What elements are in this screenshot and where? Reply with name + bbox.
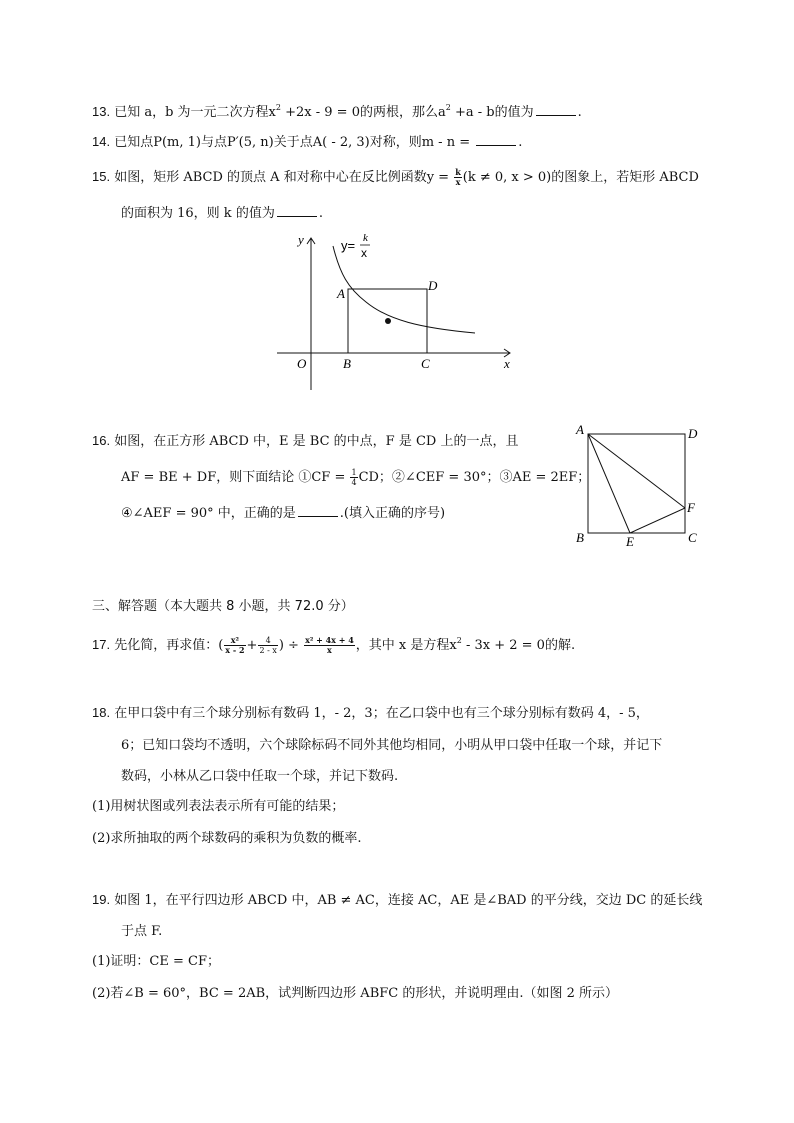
question-18-line3 [121, 768, 398, 786]
q18-part2: (2)求所抽取的两个球数码的乘积为负数的概率. [92, 831, 362, 846]
exponent: 2 [456, 636, 462, 645]
fraction-numerator: x² + 4x + 4 [305, 635, 354, 645]
question-18 [92, 704, 649, 723]
curve-label-k: k [363, 232, 368, 244]
q15-text-b: (k ≠ 0, x > 0)的图象上，若矩形 ABCD [462, 170, 699, 185]
answer-blank[interactable] [476, 133, 516, 146]
question-18-part2 [92, 830, 362, 848]
question-16-line2 [121, 468, 590, 487]
question-19-line2 [121, 923, 162, 941]
fraction-numerator: 4 [258, 636, 277, 646]
question-18-line2 [121, 737, 662, 755]
segment-ef [630, 508, 685, 533]
q18-line1: 在甲口袋中有三个球分别标有数码 1，- 2，3；在乙口袋中也有三个球分别标有数码 4，- 5， [114, 706, 649, 721]
question-number: 19. [92, 892, 111, 907]
q15-text-c: 的面积为 16，则 k 的值为 [121, 206, 275, 221]
answer-blank[interactable] [298, 504, 338, 517]
center-point [385, 318, 391, 324]
question-number: 17. [92, 637, 111, 652]
q16-text-b1: AF = BE + DF，则下面结论 ①CF = [121, 470, 350, 485]
q15-text-a: 如图，矩形 ABCD 的顶点 A 和对称中心在反比例函数y = [114, 170, 454, 185]
y-axis-label: y [298, 232, 304, 247]
point-e-label: E [626, 534, 634, 549]
q19-line2: 于点 F. [121, 924, 163, 939]
question-number: 16. [92, 433, 111, 448]
question-15 [92, 168, 699, 187]
q19-part1: (1)证明：CE = CF； [92, 954, 220, 969]
question-number: 14. [92, 134, 111, 149]
point-f-label: F [687, 500, 695, 515]
q13-text-b: +2x - 9 = 0的两根，那么a [280, 105, 446, 120]
question-13 [92, 103, 582, 122]
x-axis-label: x [504, 356, 510, 371]
point-b-label: B [576, 530, 584, 545]
point-c-label: C [688, 530, 697, 545]
question-16 [92, 432, 518, 451]
origin-label: O [297, 356, 307, 371]
fraction-x2-over-x-minus-2 [224, 636, 245, 655]
fraction-quadratic-over-x [304, 636, 355, 655]
point-a-label: A [576, 422, 584, 437]
section-title: 三、解答题（本大题共 8 小题，共 72.0 分） [92, 599, 354, 614]
point-a-label: A [337, 286, 345, 301]
q16-text-a: 如图，在正方形 ABCD 中，E 是 BC 的中点，F 是 CD 上的一点，且 [114, 434, 519, 449]
point-c-label: C [421, 356, 430, 371]
point-d-label: D [688, 426, 698, 441]
question-17 [92, 636, 575, 655]
square-abcd [588, 434, 685, 533]
q18-line3: 数码，小林从乙口袋中任取一个球，并记下数码. [121, 769, 399, 784]
fraction-denominator: x [455, 177, 461, 187]
q13-text-a: 已知 a，b 为一元二次方程x [114, 105, 276, 120]
q13-text-c: +a - b的值为 [450, 105, 534, 120]
segment-ae [588, 434, 630, 533]
q19-part2: (2)若∠B = 60°，BC = 2AB，试判断四边形 ABFC 的形状，并说明理由.（如图 2 所示） [92, 986, 619, 1001]
point-b-label: B [343, 356, 351, 371]
q16-text-c2: .(填入正确的序号) [339, 506, 446, 521]
exponent: 2 [445, 103, 451, 112]
question-19-part1 [92, 953, 220, 971]
question-number: 13. [92, 104, 111, 119]
answer-blank[interactable] [536, 103, 576, 116]
q14-text: 已知点P(m, 1)与点P′(5, n)关于点A( - 2, 3)对称，则m - n = [114, 135, 475, 150]
plus-sign: + [246, 638, 258, 653]
fraction-denominator: x [327, 645, 332, 655]
q16-text-b2: CD；②∠CEF = 30°；③AE = 2EF； [358, 470, 591, 485]
fraction-4-over-2-minus-x [258, 636, 277, 655]
question-19 [92, 891, 702, 910]
period: . [318, 206, 323, 221]
curve-label-prefix: y= [341, 238, 356, 253]
segment-af [588, 434, 685, 508]
question-19-part2 [92, 985, 618, 1003]
point-d-label: D [428, 278, 438, 293]
answer-blank[interactable] [277, 204, 317, 217]
question-16-line3 [121, 504, 445, 523]
q19-line1: 如图 1，在平行四边形 ABCD 中，AB ≠ AC，连接 AC，AE 是∠BAD 的平分线，交边 DC 的延长线 [114, 893, 703, 908]
question-number: 15. [92, 169, 111, 184]
fraction-denominator: 2 - x [259, 646, 277, 655]
period: . [577, 105, 582, 120]
curve-label-x: x [361, 246, 367, 260]
q15-figure [270, 228, 520, 393]
q17-text-a: 先化简，再求值：( [114, 638, 224, 653]
fraction-denominator: x - 2 [225, 645, 245, 655]
period: . [518, 135, 523, 150]
fraction-one-quarter [350, 468, 357, 487]
q18-line2: 6；已知口袋均不透明，六个球除标码不同外其他均相同，小明从甲口袋中任取一个球，并记下 [121, 738, 663, 753]
q16-figure [572, 420, 706, 552]
q16-text-c: ④∠AEF = 90° 中，正确的是 [121, 506, 296, 521]
question-number: 18. [92, 705, 111, 720]
fraction-numerator: x² [224, 636, 245, 646]
fraction-numerator: 1 [351, 468, 357, 477]
exponent: 2 [275, 103, 281, 112]
q18-part1: (1)用树状图或列表法表示所有可能的结果； [92, 799, 345, 814]
fraction-k-over-x [454, 168, 462, 187]
fraction-numerator: k [455, 167, 461, 177]
division-sign: ) ÷ [278, 638, 304, 653]
fraction-denominator: 4 [351, 478, 357, 487]
question-15-line2 [121, 204, 323, 223]
question-14 [92, 133, 522, 152]
question-18-part1 [92, 798, 344, 816]
q17-text-c: - 3x + 2 = 0的解. [461, 638, 576, 653]
section-3-heading [92, 598, 354, 616]
q17-text-b: ，其中 x 是方程x [355, 638, 457, 653]
